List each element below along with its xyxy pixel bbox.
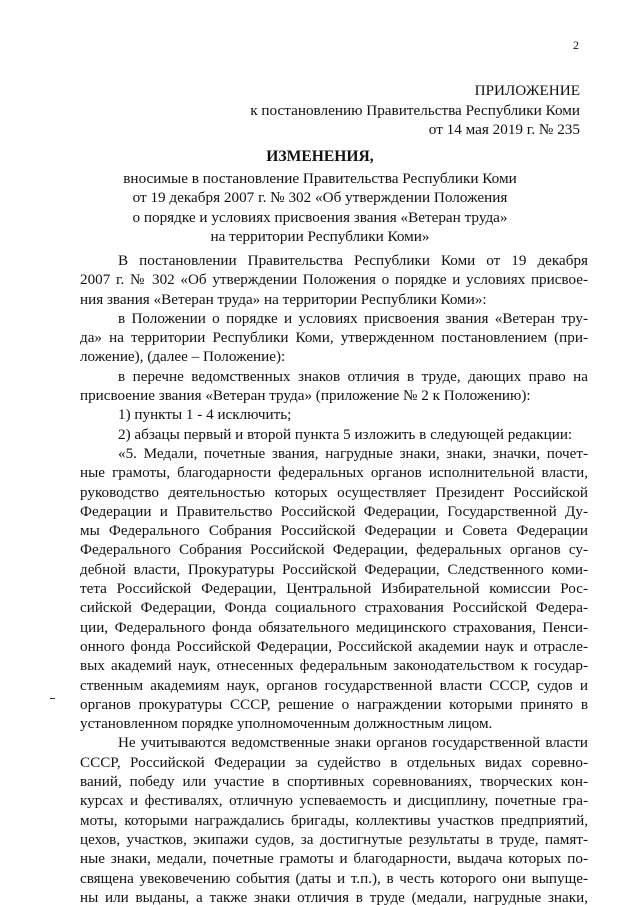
body-line: СССР, Российской Федерации за судейство в отдельных видах соревно- xyxy=(80,753,588,771)
body-line: священа увековечению события (даты и т.п.), в честь которого они выпуще- xyxy=(80,869,588,887)
title-line: о порядке и условиях присвоения звания «Ветеран труда» xyxy=(132,208,508,226)
body-line: В постановлении Правительства Республики Коми от 19 декабря xyxy=(118,252,588,269)
body-line: да» на территории Республики Коми, утвержденном постановлением (при- xyxy=(80,329,588,347)
body-line: сийской Федерации, Фонда социального страхования Российской Федера- xyxy=(80,599,588,617)
body-line: ственным академиям наук, органов государственной власти СССР, судов и xyxy=(80,676,588,694)
body-line: 2007 г. № 302 «Об утверждении Положения о порядке и условиях присвое- xyxy=(80,271,588,289)
appendix-header xyxy=(250,81,580,140)
body-line: присвоение звания «Ветеран труда» (приложение № 2 к Положению): xyxy=(80,387,531,405)
body-line: ные знаки, медали, почетные грамоты и благодарности, выдача которых по- xyxy=(80,850,588,868)
body-line: Не учитываются ведомственные знаки органов государственной власти xyxy=(118,734,588,752)
body-line: ваний, победу или участие в спортивных соревнованиях, творческих кон- xyxy=(80,773,588,791)
body-line: в Положении о порядке и условиях присвоения звания «Ветеран тру- xyxy=(118,309,588,327)
body-line: Федерального Собрания Российской Федерации, федеральных органов су- xyxy=(80,541,588,559)
body-line: ные грамоты, благодарности федеральных органов исполнительной власти, xyxy=(80,464,588,482)
margin-mark xyxy=(50,698,55,699)
title-line: вносимые в постановление Правительства Республики Коми xyxy=(123,169,517,187)
body-line: ния звания «Ветеран труда» на территории Республики Коми»: xyxy=(80,290,487,308)
document-title-block xyxy=(60,147,580,247)
body-line: тета Российской Федерации, Центральной Избирательной комиссии Рос- xyxy=(80,580,588,598)
body-line: органов прокуратуры СССР, решение о награждении которыми принято в xyxy=(80,695,588,713)
appendix-date-line: от 14 мая 2019 г. № 235 xyxy=(428,121,580,138)
body-line: в перечне ведомственных знаков отличия в труде, дающих право на xyxy=(118,367,588,385)
body-line: вых академий наук, отнесенных федеральным законодательством к государ- xyxy=(80,657,588,675)
body-line: «5. Медали, почетные звания, нагрудные знаки, знаки, значки, почет- xyxy=(118,444,588,462)
document-title: ИЗМЕНЕНИЯ, xyxy=(266,148,374,165)
body-line: ции, Федерального фонда обязательного медицинского страхования, Пенси- xyxy=(80,618,588,636)
body-line: мы Федерального Собрания Российской Федерации и Совета Федерации xyxy=(80,522,588,540)
body-line: 1) пункты 1 - 4 исключить; xyxy=(118,406,292,424)
body-line: ны или выданы, а также знаки отличия в труде (медали, нагрудные знаки, xyxy=(80,888,588,905)
body-line: моты, которыми награждались бригады, коллективы участков предприятий, xyxy=(80,811,588,829)
body-line: цехов, участков, экипажи судов, за достигнутые результаты в труде, памят- xyxy=(80,830,588,848)
body-line: онного фонда Российской Федерации, Российской академии наук и отрасле- xyxy=(80,637,588,655)
title-line: от 19 декабря 2007 г. № 302 «Об утверждении Положения xyxy=(132,189,508,206)
body-line: дебной власти, Прокуратуры Российской Федерации, Следственного коми- xyxy=(80,560,588,578)
body-line: 2) абзацы первый и второй пункта 5 изложить в следующей редакции: xyxy=(118,425,573,443)
title-line: на территории Республики Коми» xyxy=(210,228,430,245)
page-number: 2 xyxy=(573,38,579,52)
body-line: руководство деятельностью которых осуществляет Президент Российской xyxy=(80,483,588,501)
body-line: ложение), (далее – Положение): xyxy=(80,348,286,366)
body-line: курсах и фестивалях, отличную успеваемость и дисциплину, почетные гра- xyxy=(80,792,588,810)
body-line: Федерации и Правительство Российской Федерации, Государственной Ду- xyxy=(80,502,588,520)
appendix-resolution-line: к постановлению Правительства Республики Коми xyxy=(250,101,580,119)
document-body xyxy=(80,251,588,905)
appendix-heading: ПРИЛОЖЕНИЕ xyxy=(474,82,580,99)
body-line: установленном порядке уполномоченным должностным лицом. xyxy=(80,715,493,733)
